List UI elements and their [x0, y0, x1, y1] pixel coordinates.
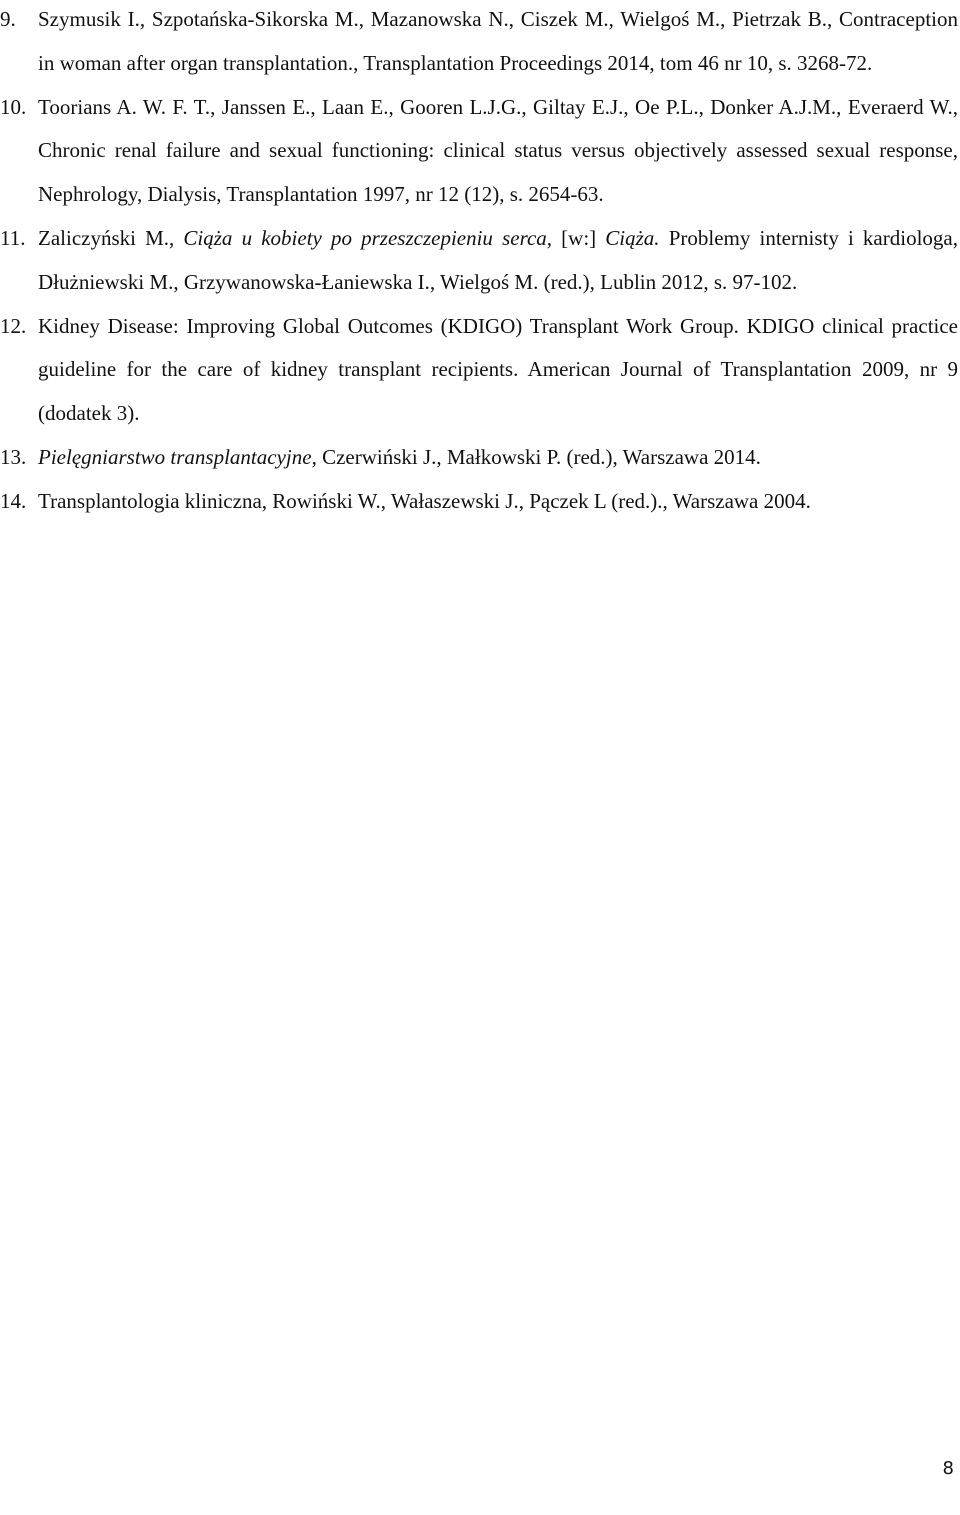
reference-item [0, 436, 958, 480]
reference-number: 11. [0, 225, 26, 250]
reference-item [0, 86, 958, 217]
reference-item [0, 480, 958, 524]
page-number: 8 [942, 1458, 954, 1479]
reference-item [0, 305, 958, 436]
reference-number: 9. [0, 7, 16, 31]
reference-text: Toorians A. W. F. T., Janssen E., Laan E., Gooren L.J.G., Giltay E.J., Oe P.L., Donker A.J.M., Everaerd W., Chronic renal failure and sexual functioning: clinical status versus objectively assessed sexual response, Nephrology, Dialysis, Transplantation 1997, nr 12 (12), s. 2654-63. [38, 94, 958, 207]
reference-number: 10. [0, 94, 27, 119]
reference-number: 12. [0, 313, 27, 338]
reference-text: Transplantologia kliniczna, Rowiński W., Wałaszewski J., Pączek L (red.)., Warszawa 2004. [38, 488, 811, 513]
reference-text: Zaliczyński M., Ciąża u kobiety po przeszczepieniu serca, [w:] Ciąża. Problemy internisty i kardiologa, Dłużniewski M., Grzywanowska-Łaniewska I., Wielgoś M. (red.), Lublin 2012, s. 97-102. [38, 225, 958, 294]
reference-item [0, 217, 958, 305]
reference-text: Pielęgniarstwo transplantacyjne, Czerwiński J., Małkowski P. (red.), Warszawa 2014. [38, 444, 761, 469]
reference-number: 13. [0, 444, 27, 469]
reference-text: Szymusik I., Szpotańska-Sikorska M., Mazanowska N., Ciszek M., Wielgoś M., Pietrzak B., Contraception in woman after organ transplantation., Transplantation Proceedings 2014, tom 46 nr 10, s. 3268-72. [38, 7, 958, 75]
reference-number: 14. [0, 488, 27, 513]
reference-text: Kidney Disease: Improving Global Outcomes (KDIGO) Transplant Work Group. KDIGO clinical practice guideline for the care of kidney transplant recipients. American Journal of Transplantation 2009, nr 9 (dodatek 3). [38, 313, 958, 426]
reference-list [0, 0, 958, 524]
reference-item [0, 0, 958, 86]
